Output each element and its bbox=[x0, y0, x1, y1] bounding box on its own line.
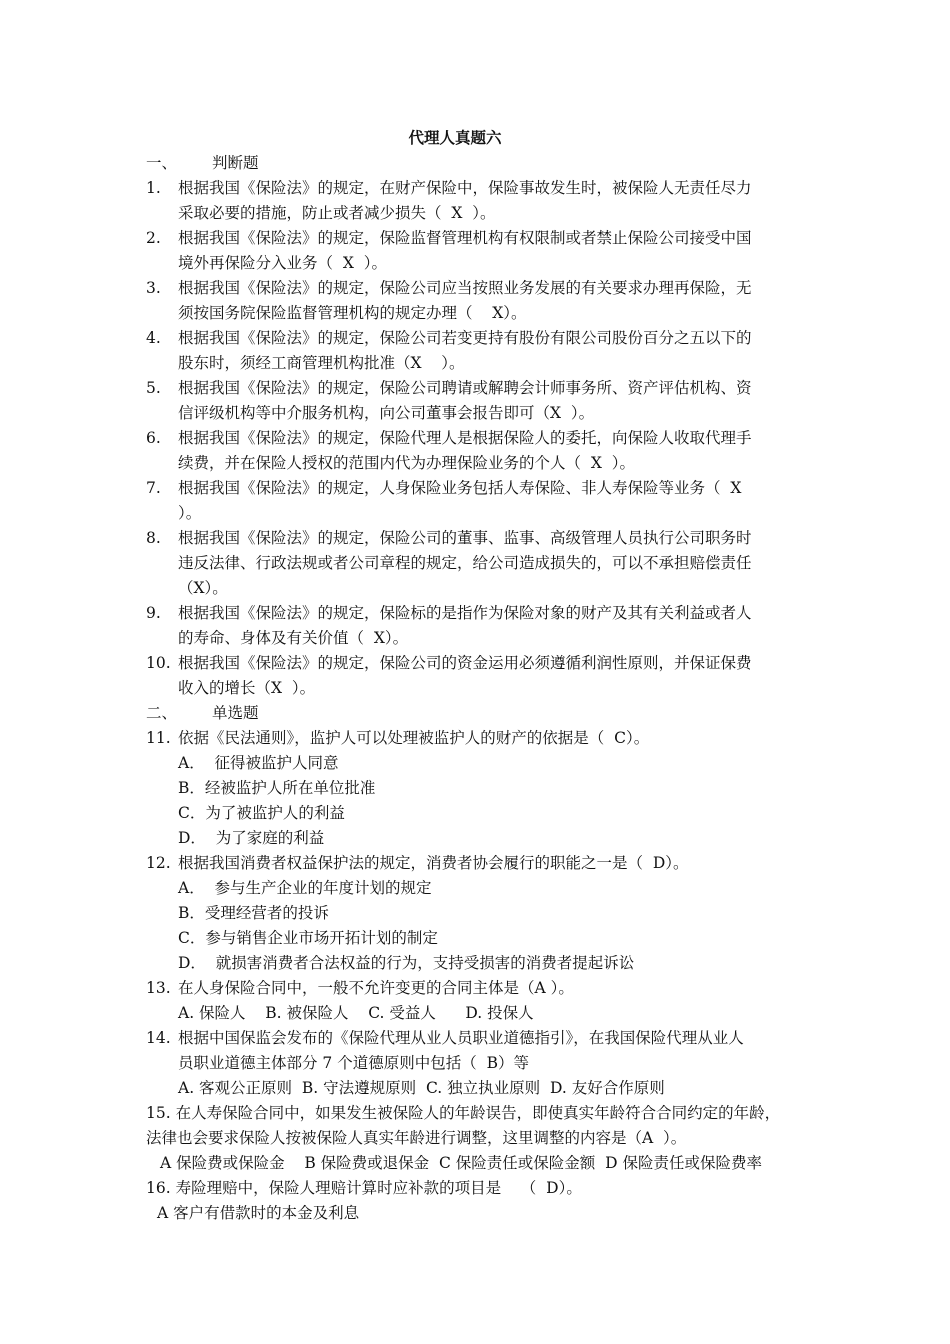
answer-option: A． 征得被监护人同意 bbox=[178, 754, 339, 772]
question-text: 在人身保险合同中，一般不允许变更的合同主体是（A ）。 bbox=[178, 979, 574, 997]
question-text: ）。 bbox=[178, 504, 202, 522]
question-text: 根据我国《保险法》的规定，保险公司若变更持有股份有限公司股份百分之五以下的 bbox=[178, 329, 752, 347]
question-number: 4. bbox=[146, 329, 161, 347]
question-text: 根据我国《保险法》的规定，保险公司的董事、监事、高级管理人员执行公司职务时 bbox=[178, 529, 752, 547]
question-text: 根据我国消费者权益保护法的规定，消费者协会履行的职能之一是（ D）。 bbox=[178, 854, 689, 872]
answer-option: B．受理经营者的投诉 bbox=[178, 904, 329, 922]
answer-option: B．经被监护人所在单位批准 bbox=[178, 779, 376, 797]
section-number: 一、 bbox=[146, 154, 178, 172]
question-number: 1. bbox=[146, 179, 161, 197]
question-text: 根据我国《保险法》的规定，人身保险业务包括人寿保险、非人寿保险等业务（ X bbox=[178, 479, 742, 497]
question-text: 员职业道德主体部分 7 个道德原则中包括（ B）等 bbox=[178, 1054, 529, 1072]
question-text: 法律也会要求保险人按被保险人真实年龄进行调整，这里调整的内容是（A ）。 bbox=[146, 1129, 687, 1147]
question-text: 15. 在人寿保险合同中，如果发生被保险人的年龄误告，即使真实年龄符合合同约定的年龄， bbox=[146, 1104, 781, 1122]
question-text: 的寿命、身体及有关价值（ X）。 bbox=[178, 629, 409, 647]
question-text: 须按国务院保险监督管理机构的规定办理（ X）。 bbox=[178, 304, 527, 322]
section-heading: 单选题 bbox=[212, 704, 259, 722]
question-text: 根据我国《保险法》的规定，在财产保险中，保险事故发生时，被保险人无责任尽力 bbox=[178, 179, 752, 197]
question-text: 采取必要的措施，防止或者减少损失（ X ）。 bbox=[178, 204, 496, 222]
answer-options: A 保险费或保险金 B 保险费或退保金 C 保险责任或保险金额 D 保险责任或保险费率 bbox=[160, 1154, 762, 1172]
answer-option: A 客户有借款时的本金及利息 bbox=[157, 1204, 360, 1222]
answer-options: A. 客观公正原则 B. 守法遵规原则 C. 独立执业原则 D. 友好合作原则 bbox=[178, 1079, 665, 1097]
section-number: 二、 bbox=[146, 704, 178, 722]
question-number: 5. bbox=[146, 379, 161, 397]
document-title: 代理人真题六 bbox=[408, 128, 502, 147]
question-number: 9. bbox=[146, 604, 161, 622]
question-text: 根据我国《保险法》的规定，保险监督管理机构有权限制或者禁止保险公司接受中国 bbox=[178, 229, 752, 247]
question-number: 2. bbox=[146, 229, 161, 247]
answer-option: D． 就损害消费者合法权益的行为，支持受损害的消费者提起诉讼 bbox=[178, 954, 635, 972]
answer-option: C．参与销售企业市场开拓计划的制定 bbox=[178, 929, 438, 947]
question-text: 信评级机构等中介服务机构，向公司董事会报告即可（X ）。 bbox=[178, 404, 595, 422]
question-number: 12. bbox=[146, 854, 171, 872]
question-text: 根据我国《保险法》的规定，保险代理人是根据保险人的委托，向保险人收取代理手 bbox=[178, 429, 752, 447]
answer-options: A. 保险人 B. 被保险人 C. 受益人 D. 投保人 bbox=[178, 1004, 534, 1022]
question-text: 根据我国《保险法》的规定，保险公司聘请或解聘会计师事务所、资产评估机构、资 bbox=[178, 379, 752, 397]
question-number: 10. bbox=[146, 654, 171, 672]
question-text: 境外再保险分入业务（ X ）。 bbox=[178, 254, 387, 272]
question-text: 根据我国《保险法》的规定，保险标的是指作为保险对象的财产及其有关利益或者人 bbox=[178, 604, 752, 622]
question-number: 6. bbox=[146, 429, 161, 447]
question-text: 股东时，须经工商管理机构批准（X ）。 bbox=[178, 354, 465, 372]
section-heading: 判断题 bbox=[212, 154, 259, 172]
question-text: （X）。 bbox=[178, 579, 228, 597]
question-text: 依据《民法通则》，监护人可以处理被监护人的财产的依据是（ C）。 bbox=[178, 729, 650, 747]
question-text: 违反法律、行政法规或者公司章程的规定，给公司造成损失的，可以不承担赔偿责任 bbox=[178, 554, 752, 572]
answer-option: A． 参与生产企业的年度计划的规定 bbox=[178, 879, 432, 897]
question-text: 根据中国保监会发布的《保险代理从业人员职业道德指引》，在我国保险代理从业人 bbox=[178, 1029, 744, 1047]
answer-option: D． 为了家庭的利益 bbox=[178, 829, 325, 847]
question-number: 11. bbox=[146, 729, 171, 747]
question-number: 7. bbox=[146, 479, 161, 497]
question-number: 13. bbox=[146, 979, 171, 997]
question-text: 根据我国《保险法》的规定，保险公司应当按照业务发展的有关要求办理再保险，无 bbox=[178, 279, 752, 297]
question-text: 收入的增长（X ）。 bbox=[178, 679, 316, 697]
question-number: 8. bbox=[146, 529, 161, 547]
question-text: 续费，并在保险人授权的范围内代为办理保险业务的个人（ X ）。 bbox=[178, 454, 635, 472]
question-number: 14. bbox=[146, 1029, 171, 1047]
question-text: 根据我国《保险法》的规定，保险公司的资金运用必须遵循利润性原则，并保证保费 bbox=[178, 654, 752, 672]
question-number: 3. bbox=[146, 279, 161, 297]
question-text: 16. 寿险理赔中，保险人理赔计算时应补款的项目是 （ D）。 bbox=[146, 1179, 582, 1197]
answer-option: C．为了被监护人的利益 bbox=[178, 804, 345, 822]
